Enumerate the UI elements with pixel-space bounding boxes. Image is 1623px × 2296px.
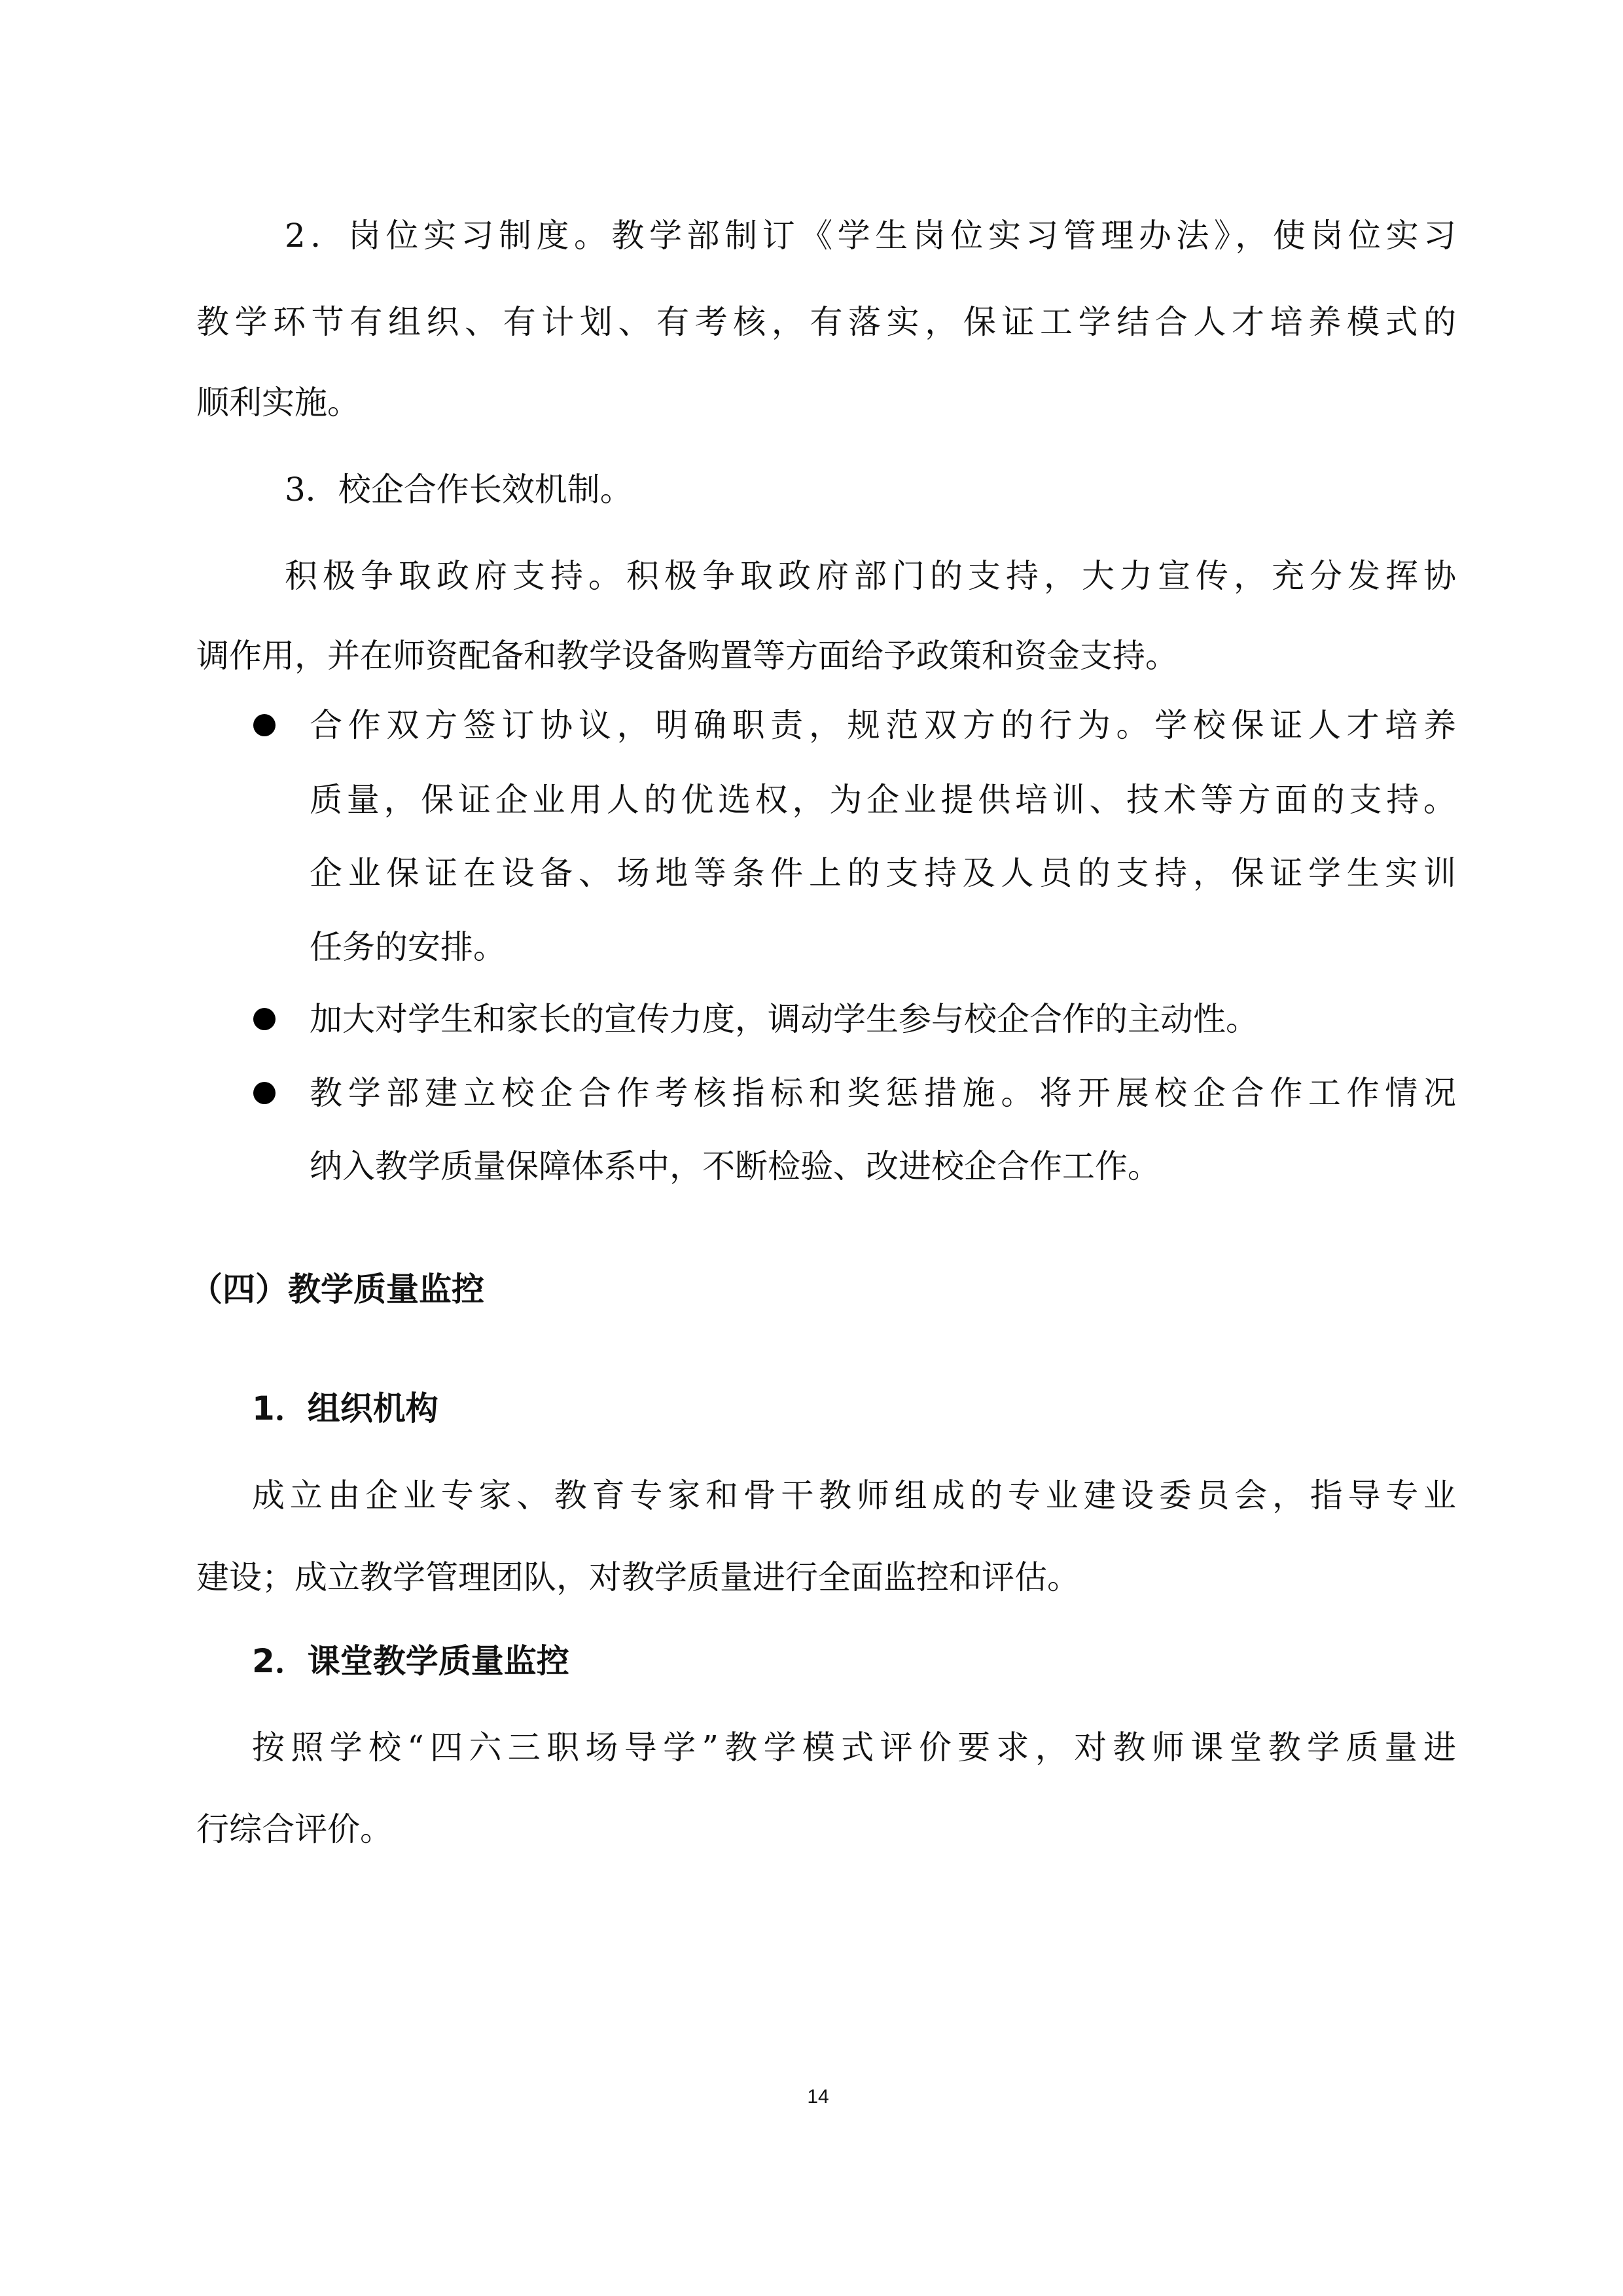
sub-2-body-line-2: 行综合评价。 bbox=[196, 1810, 393, 1848]
sub-1-body-line-1: 成立由企业专家、教育专家和骨干教师组成的专业建设委员会，指导专业 bbox=[252, 1477, 1456, 1515]
para-2-line-1: 2．岗位实习制度。教学部制订《学生岗位实习管理办法》，使岗位实习 bbox=[285, 217, 1456, 255]
para-2-line-2: 教学环节有组织、有计划、有考核，有落实，保证工学结合人才培养模式的 bbox=[196, 303, 1456, 341]
bullet-1-line-4: 任务的安排。 bbox=[310, 928, 506, 966]
sub-1-heading: 1．组织机构 bbox=[252, 1390, 438, 1427]
para-3-body-line-1: 积极争取政府支持。积极争取政府部门的支持，大力宣传，充分发挥协 bbox=[285, 557, 1456, 595]
bullet-dot-3 bbox=[253, 1082, 276, 1104]
sub-1-body-line-2: 建设；成立教学管理团队，对教学质量进行全面监控和评估。 bbox=[196, 1558, 1080, 1596]
bullet-3-line-2: 纳入教学质量保障体系中，不断检验、改进校企合作工作。 bbox=[310, 1147, 1160, 1185]
para-2-line-3: 顺利实施。 bbox=[196, 384, 360, 422]
bullet-1-line-3: 企业保证在设备、场地等条件上的支持及人员的支持，保证学生实训 bbox=[310, 854, 1456, 892]
sub-2-body-line-1: 按照学校“四六三职场导学”教学模式评价要求，对教师课堂教学质量进 bbox=[252, 1729, 1456, 1767]
bullet-2-line-1: 加大对学生和家长的宣传力度，调动学生参与校企合作的主动性。 bbox=[310, 1000, 1258, 1038]
bullet-1-line-1: 合作双方签订协议，明确职责，规范双方的行为。学校保证人才培养 bbox=[310, 706, 1456, 744]
section-4-heading: （四）教学质量监控 bbox=[190, 1270, 484, 1308]
bullet-dot-1 bbox=[253, 714, 276, 736]
page-number: 14 bbox=[807, 2086, 829, 2108]
bullet-3-line-1: 教学部建立校企合作考核指标和奖惩措施。将开展校企合作工作情况 bbox=[310, 1074, 1456, 1112]
para-3-heading: 3．校企合作长效机制。 bbox=[285, 471, 633, 509]
sub-2-heading: 2．课堂教学质量监控 bbox=[252, 1642, 569, 1680]
para-3-body-line-2: 调作用，并在师资配备和教学设备购置等方面给予政策和资金支持。 bbox=[196, 637, 1178, 675]
bullet-1-line-2: 质量，保证企业用人的优选权，为企业提供培训、技术等方面的支持。 bbox=[310, 781, 1456, 819]
bullet-dot-2 bbox=[253, 1008, 276, 1030]
